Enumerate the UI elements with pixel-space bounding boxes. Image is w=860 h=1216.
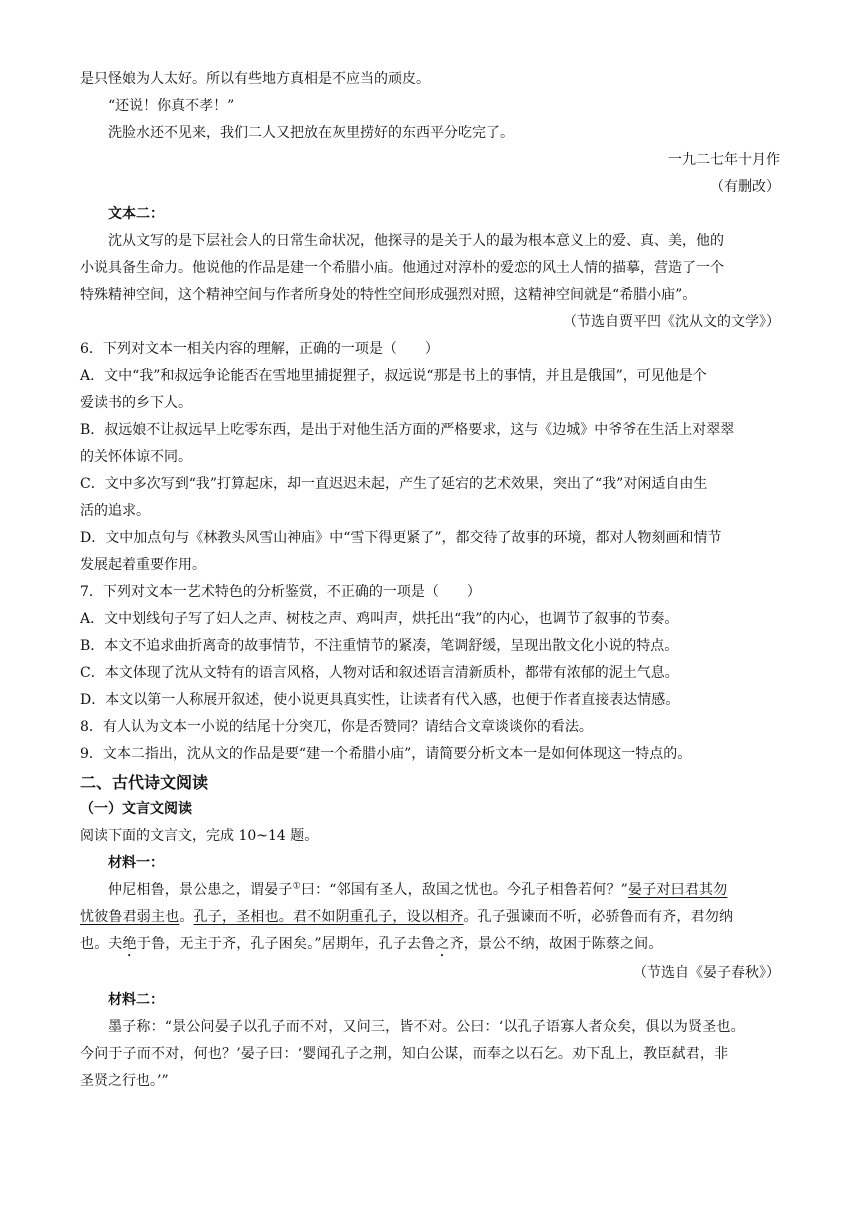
material1-text: 曰：“邻国有圣人，敌国之忧也。今孔子相鲁若何？” <box>300 882 629 898</box>
question-6-option-b-cont: 的关怀体谅不同。 <box>80 449 192 465</box>
question-6-option-a-cont: 爱读书的乡下人。 <box>80 395 192 411</box>
question-7-option-b: B．本文不追求曲折离奇的故事情节，不注重情节的紧凑，笔调舒缓，呈现出散文化小说的特点。 <box>80 638 679 654</box>
text1-date: 一九二七年十月作 <box>668 152 780 168</box>
text2-paragraph-line: 沈从文写的是下层社会人的日常生命状况，他探寻的是关于人的最为根本意义上的爱、真、美，他的 <box>108 233 724 249</box>
material1-text: 。孔子强谏而不听，必骄鲁而有齐，君勿纳 <box>463 909 734 925</box>
question-6-option-d: D．文中加点句与《林教头风雪山神庙》中“雪下得更紧了”，都交待了故事的环境，都对人物刻画和情节 <box>80 530 722 546</box>
section-2-title: 二、古代诗文阅读 <box>80 773 209 792</box>
material2-line: 墨子称：“景公问晏子以孔子而不对，又问三，皆不对。公曰：‘以孔子语寡人者众矣，俱以为贤圣也。 <box>108 1019 745 1035</box>
material2-line: 今问于子而不对，何也？’晏子曰：‘婴闻孔子之荆，知白公谋，而奉之以石乞。劝下乱上，教臣弑君，非 <box>80 1046 729 1062</box>
question-6-stem: 6．下列对文本一相关内容的理解，正确的一项是（ ） <box>80 341 439 357</box>
material1-source: （节选自《晏子春秋》） <box>633 965 780 981</box>
material1-underlined-sentence: 孔子，圣相也。君不如阴重孔子，设以相齐 <box>193 909 464 925</box>
material1-label: 材料一： <box>108 855 164 871</box>
text2-paragraph-line: 小说具备生命力。他说他的作品是建一个希腊小庙。他通过对淳朴的爱恋的风土人情的描摹，营造了一个 <box>80 260 724 276</box>
question-7-option-c: C．本文体现了沈从文特有的语言风格，人物对话和叙述语言清新质朴，都带有浓郁的泥土气息。 <box>80 665 679 681</box>
question-7-option-d: D．本文以第一人称展开叙述，使小说更具真实性，让读者有代入感，也便于作者直接表达情感。 <box>80 692 680 708</box>
text1-dialogue: “还说！你真不孝！” <box>108 98 235 114</box>
text1-note: （有删改） <box>710 179 780 195</box>
question-6-option-d-cont: 发展起着重要作用。 <box>80 557 206 573</box>
question-7-stem: 7．下列对文本一艺术特色的分析鉴赏，不正确的一项是（ ） <box>80 584 481 600</box>
text1-line: 洗脸水还不见来，我们二人又把放在灰里捞好的东西平分吃完了。 <box>108 125 514 141</box>
material1-text: 。 <box>179 909 194 925</box>
material1-text: 齐，景公不纳，故困于陈蔡之间。 <box>449 936 663 952</box>
section-2-subtitle: （一）文言文阅读 <box>80 801 192 817</box>
material1-underlined-sentence: 忧彼鲁君弱主也 <box>80 909 180 925</box>
question-9: 9．文本二指出，沈从文的作品是要“建一个希腊小庙”，请简要分析文本一是如何体现这一特点的。 <box>80 746 692 762</box>
material1-text: 也。夫 <box>80 936 123 952</box>
material1-underlined-sentence: 晏子对曰君其勿 <box>628 882 728 898</box>
question-6-option-c: C．文中多次写到“我”打算起床，却一直迟迟未起，产生了延宕的艺术效果，突出了“我”对闲适自由生 <box>80 476 708 492</box>
question-8: 8．有人认为文本一小说的结尾十分突兀，你是否赞同？请结合文章谈谈你的看法。 <box>80 719 593 735</box>
section-2-instructions: 阅读下面的文言文，完成 10~14 题。 <box>80 828 319 844</box>
question-6-option-a: A．文中“我”和叔远争论能否在雪地里捕捉狸子，叔远说“那是书上的事情，并且是俄国”，可见他是个 <box>80 368 707 384</box>
material1-text: 于鲁，无主于齐，孔子困矣。”居期年，孔子去鲁 <box>136 936 436 952</box>
material2-line: 圣贤之行也。’” <box>80 1073 169 1089</box>
material1-dotted-char: 之 <box>435 936 450 952</box>
material1-dotted-char: 绝 <box>122 936 137 952</box>
text1-line: 是只怪娘为人太好。所以有些地方真相是不应当的顽皮。 <box>80 71 430 87</box>
text2-paragraph-line: 特殊精神空间，这个精神空间与作者所身处的特性空间形成强烈对照，这精神空间就是“希腊小庙”。 <box>80 287 697 303</box>
text2-label: 文本二： <box>108 206 164 222</box>
material1-line <box>80 877 780 904</box>
material2-label: 材料二： <box>108 992 164 1008</box>
text2-source: （节选自贾平凹《沈从文的文学》） <box>563 314 780 330</box>
question-6-option-c-cont: 活的追求。 <box>80 503 150 519</box>
material1-line <box>80 904 780 931</box>
footnote-marker: ① <box>292 881 301 892</box>
material1-text: 仲尼相鲁，景公患之，谓晏子 <box>108 882 293 898</box>
material1-line <box>80 931 780 960</box>
question-6-option-b: B．叔远娘不让叔远早上吃零东西，是出于对他生活方面的严格要求，这与《边城》中爷爷在生活上对翠翠 <box>80 422 735 438</box>
question-7-option-a: A．文中划线句子写了妇人之声、树枝之声、鸡叫声，烘托出“我”的内心，也调节了叙事的节奏。 <box>80 611 679 627</box>
